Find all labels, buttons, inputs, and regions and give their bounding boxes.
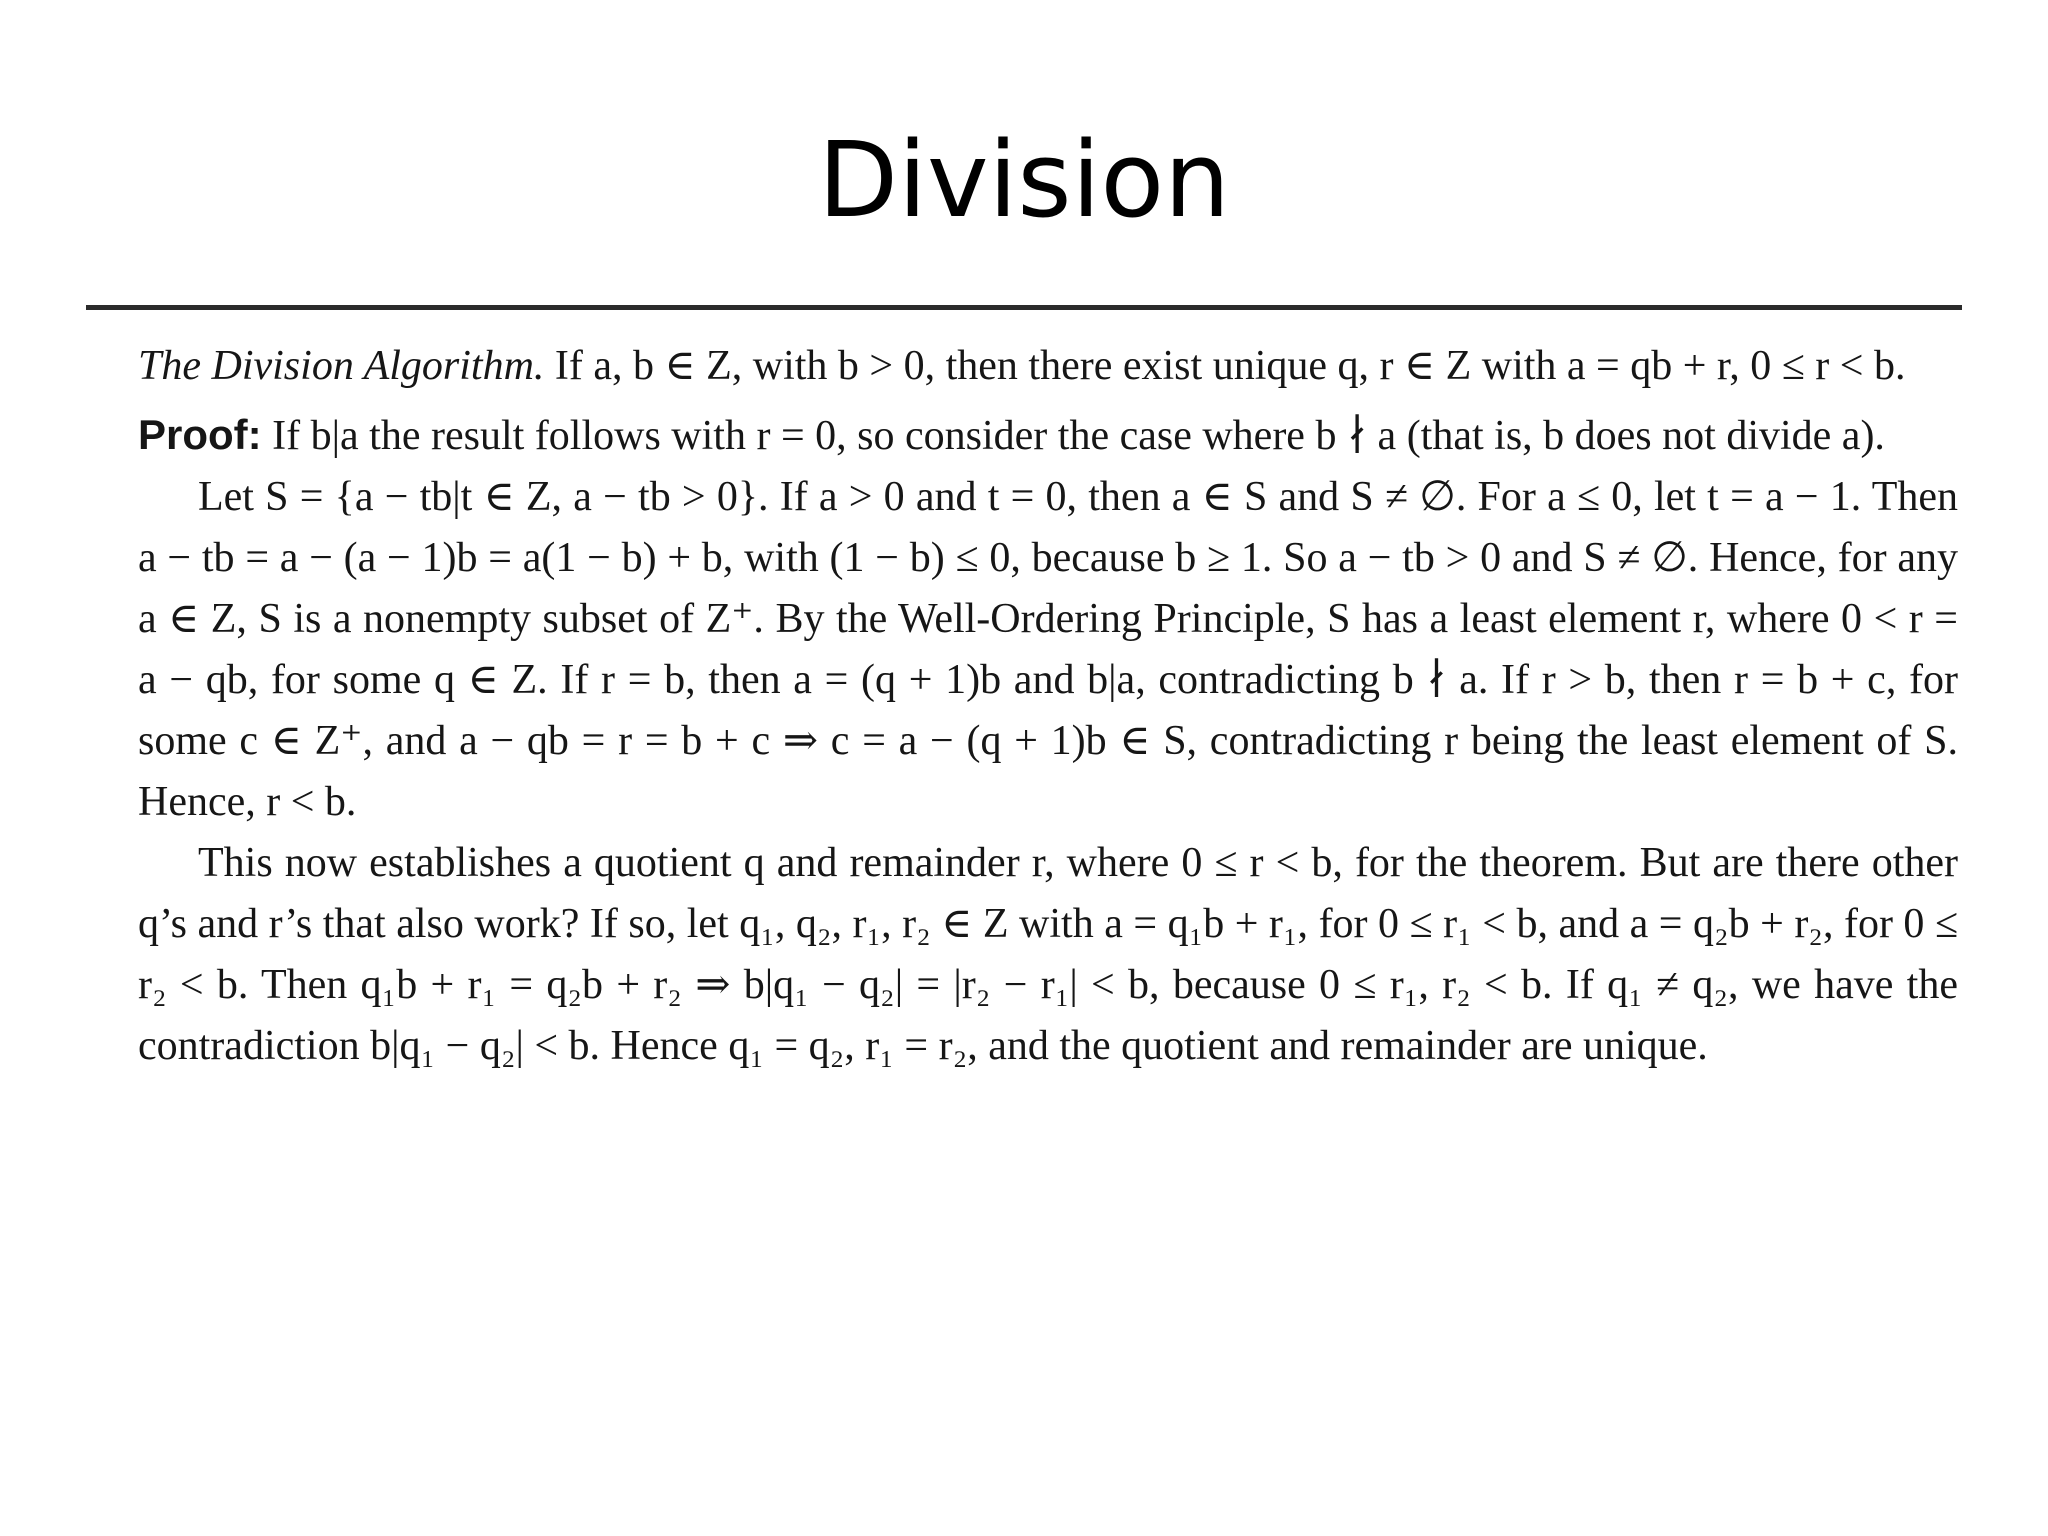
proof-paragraph-3: This now establishes a quotient q and remainder r, where 0 ≤ r < b, for the theorem. But are there other q’s and r’s that also work? If so, let q₁, q₂, r₁, r₂ ∈ Z with a = q₁b + r₁, for 0 ≤ r₁ < b, and a = q₂b + r₂, for 0 ≤ r₂ < b. Then q₁b + r₁ = q₂b + r₂ ⇒ b|q₁ − q₂| = |r₂ − r₁| < b, because 0 ≤ r₁, r₂ < b. If q₁ ≠ q₂, we have the contradiction b|q₁ − q₂| < b. Hence q₁ = q₂, r₁ = r₂, and the quotient and remainder are unique. xyxy=(138,840,1958,1069)
theorem-label: The Division Algorithm. xyxy=(138,343,545,389)
proof-paragraph-1 xyxy=(138,404,1958,467)
title-divider xyxy=(86,305,1962,310)
proof-paragraph-2: Let S = {a − tb|t ∈ Z, a − tb > 0}. If a > 0 and t = 0, then a ∈ S and S ≠ ∅. For a ≤ 0, let t = a − 1. Then a − tb = a − (a − 1)b = a(1 − b) + b, with (1 − b) ≤ 0, because b ≥ 1. So a − tb > 0 and S ≠ ∅. Hence, for any a ∈ Z, S is a nonempty subset of Z⁺. By the Well-Ordering Principle, S has a least element r, where 0 < r = a − qb, for some q ∈ Z. If r = b, then a = (q + 1)b and b|a, contradicting b ∤ a. If r > b, then r = b + c, for some c ∈ Z⁺, and a − qb = r = b + c ⇒ c = a − (q + 1)b ∈ S, contradicting r being the least element of S. Hence, r < b. xyxy=(138,474,1958,825)
slide-title: Division xyxy=(817,119,1231,241)
proof-intro: If b|a the result follows with r = 0, so consider the case where b ∤ a (that is, b does not divide a). xyxy=(272,413,1885,459)
theorem-paragraph xyxy=(138,336,1958,397)
text-body xyxy=(138,336,1958,1077)
theorem-statement: If a, b ∈ Z, with b > 0, then there exist unique q, r ∈ Z with a = qb + r, 0 ≤ r < b. xyxy=(554,343,1906,389)
proof-label: Proof: xyxy=(138,411,262,458)
